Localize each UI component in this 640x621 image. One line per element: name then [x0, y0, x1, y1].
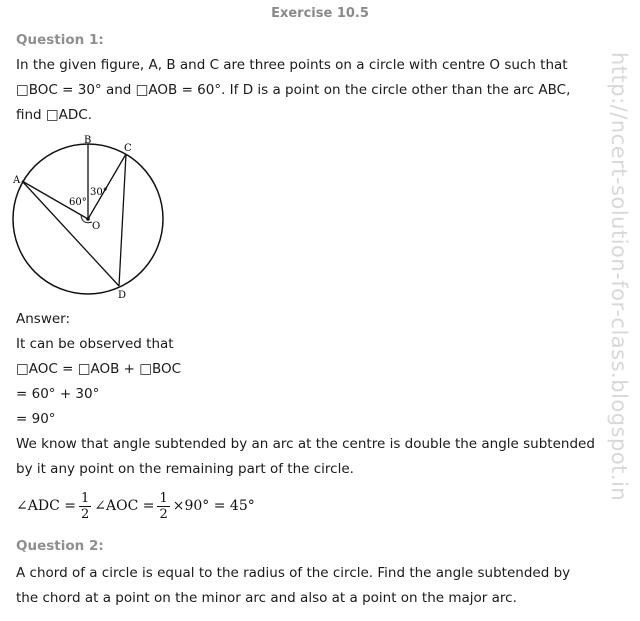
- final-equation: [16, 484, 255, 528]
- answer-line-4: = 90°: [16, 411, 56, 427]
- angle-label-aob: 60°: [69, 197, 87, 208]
- answer-line-5: We know that angle subtended by an arc at the centre is double the angle subtended: [16, 436, 595, 452]
- question-1-line-2: □BOC = 30° and □AOB = 60°. If D is a point on the circle other than the arc ABC,: [16, 82, 571, 98]
- answer-line-3: = 60° + 30°: [16, 386, 100, 402]
- equation-tail: ×90° = 45°: [172, 498, 255, 514]
- answer-label: Answer:: [16, 311, 71, 327]
- label-A: A: [13, 175, 21, 186]
- fraction-half-2: [157, 491, 169, 522]
- question-1-heading: Question 1:: [16, 32, 104, 48]
- question-2-heading: Question 2:: [16, 538, 104, 554]
- label-O: O: [92, 221, 101, 232]
- exercise-title: Exercise 10.5: [271, 6, 369, 21]
- centre-dot: [86, 217, 90, 221]
- line-CD: [119, 154, 126, 286]
- watermark: http://ncert-solution-for-class.blogspot.in: [607, 52, 631, 502]
- equation-lhs: ∠ADC =: [16, 498, 76, 514]
- fraction-numerator: 1: [159, 490, 168, 506]
- circle-figure: [0, 132, 235, 302]
- answer-line-1: It can be observed that: [16, 336, 174, 352]
- answer-line-6: by it any point on the remaining part of the circle.: [16, 461, 354, 477]
- angle-label-boc: 30°: [90, 187, 108, 198]
- fraction-denominator: 2: [159, 506, 168, 522]
- answer-line-2: □AOC = □AOB + □BOC: [16, 361, 182, 377]
- equation-mid: ∠AOC =: [94, 498, 155, 514]
- label-D: D: [118, 290, 127, 301]
- question-2-line-1: A chord of a circle is equal to the radius of the circle. Find the angle subtended by: [16, 565, 571, 581]
- question-2-line-2: the chord at a point on the minor arc and also at a point on the major arc.: [16, 590, 517, 606]
- label-C: C: [124, 143, 132, 154]
- fraction-half-1: [79, 491, 91, 522]
- question-1-line-1: In the given figure, A, B and C are three points on a circle with centre O such that: [16, 57, 568, 73]
- fraction-denominator: 2: [80, 506, 90, 522]
- question-1-line-3: find □ADC.: [16, 107, 93, 123]
- fraction-numerator: 1: [80, 490, 90, 506]
- label-B: B: [84, 135, 92, 146]
